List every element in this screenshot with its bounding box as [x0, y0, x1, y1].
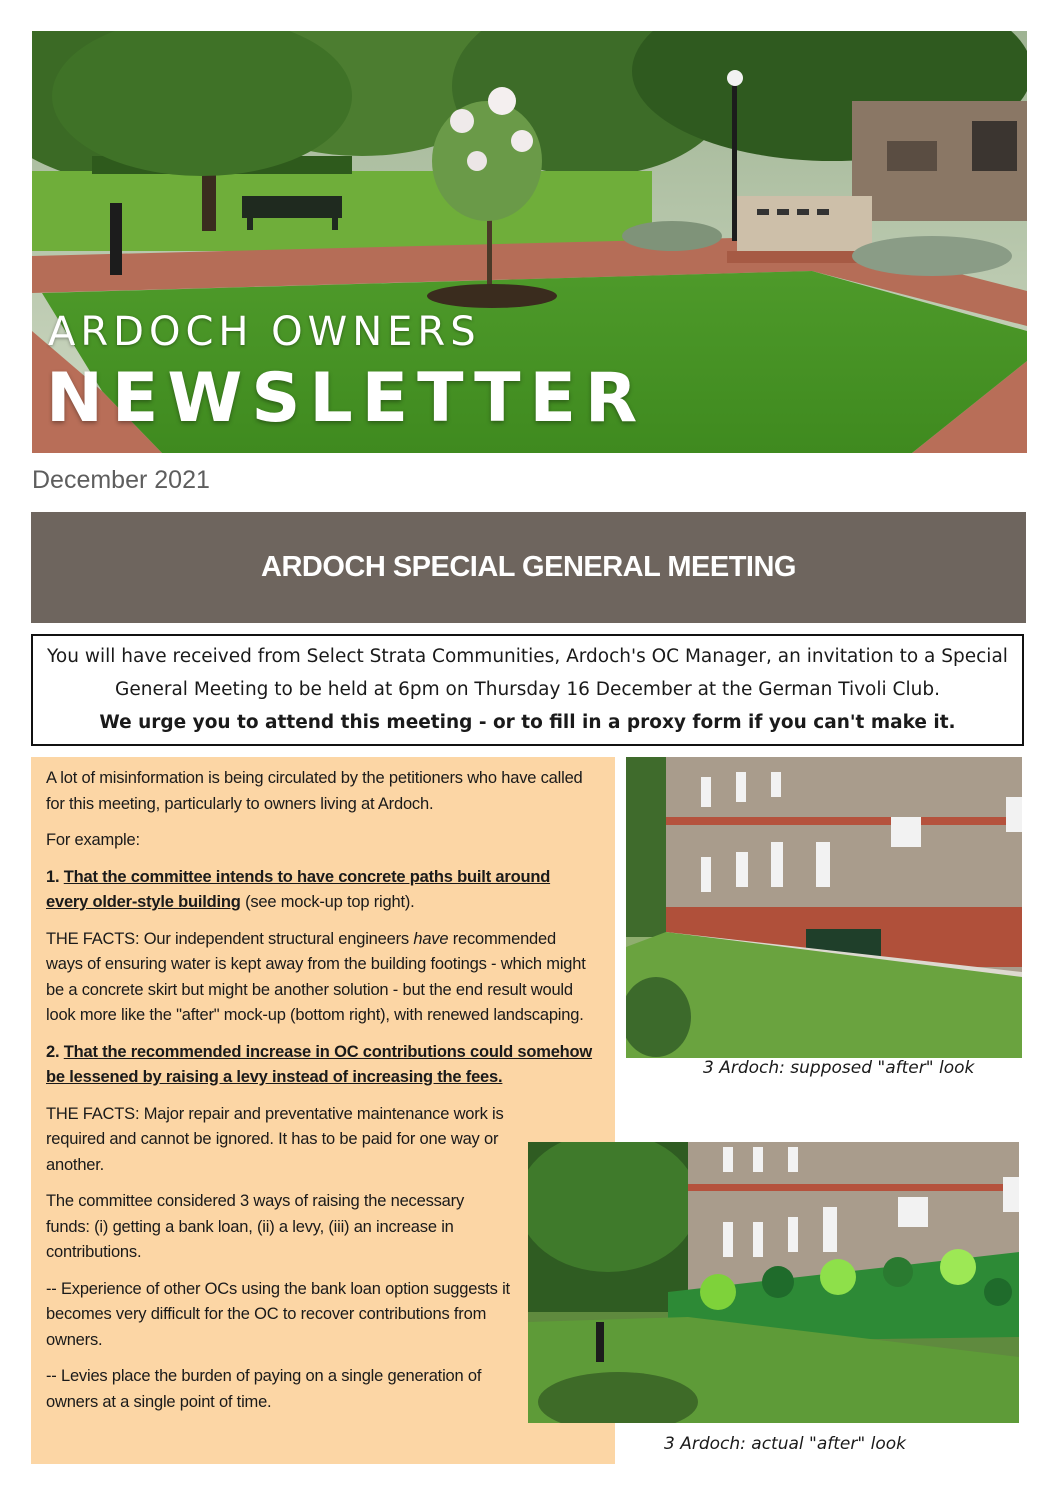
- article-for-example: For example:: [46, 831, 140, 849]
- section-banner: [31, 512, 1026, 623]
- claim-1-text: That the committee intends to have concrete paths built around every older-style building: [46, 867, 551, 911]
- article-column: [46, 766, 596, 1426]
- facts-1-rest: recommended ways of ensuring water is kept away from the building footings - which might be a concrete skirt but might be another solution - but the end result would look more like the "after" mock-up (bottom right), with renewed landscaping.: [46, 929, 586, 1024]
- newsletter-title-top: ARDOCH OWNERS: [48, 309, 481, 355]
- newsletter-title-main: NEWSLETTER: [46, 359, 647, 438]
- top-photo-caption: 3 Ardoch: supposed "after" look: [703, 1058, 975, 1078]
- supposed-after-photo: [626, 757, 1022, 1058]
- actual-after-photo: [528, 1142, 1019, 1423]
- claim-1-note: (see mock-up top right).: [240, 893, 415, 911]
- claim-2-text: That the recommended increase in OC contributions could somehow be lessened by raising a levy instead of increasing the fees.: [46, 1042, 593, 1086]
- facts-1-prefix: THE FACTS: Our independent structural engineers: [46, 929, 414, 948]
- meeting-urge-text: We urge you to attend this meeting - or to fill in a proxy form if you can't make it.: [99, 712, 956, 733]
- levies-note: -- Levies place the burden of paying on a single generation of owners at a single point of time.: [46, 1367, 482, 1411]
- facts-1: [46, 927, 596, 1029]
- section-heading: ARDOCH SPECIAL GENERAL MEETING: [261, 551, 796, 583]
- article-intro: A lot of misinformation is being circulated by the petitioners who have called for this meeting, particularly to owners living at Ardoch.: [46, 769, 583, 813]
- claim-1: [46, 865, 596, 916]
- facts-2: THE FACTS: Major repair and preventative maintenance work is required and cannot be ignored. It has to be paid for one way or another.: [46, 1104, 504, 1174]
- claim-1-number: 1.: [46, 867, 64, 886]
- facts-1-emphasis: have: [413, 929, 449, 948]
- meeting-notice-box: [31, 634, 1024, 746]
- issue-date: December 2021: [32, 466, 210, 494]
- header-image: [32, 31, 1027, 453]
- bottom-photo-caption: 3 Ardoch: actual "after" look: [664, 1434, 906, 1454]
- funding-options: The committee considered 3 ways of raising the necessary funds: (i) getting a bank loan, (ii) a levy, (iii) an increase in contributions.: [46, 1192, 465, 1261]
- bank-loan-note: -- Experience of other OCs using the bank loan option suggests it becomes very difficult for the OC to recover contributions from owners.: [46, 1279, 510, 1349]
- claim-2: [46, 1040, 596, 1091]
- claim-2-number: 2.: [46, 1042, 64, 1061]
- meeting-notice-text: You will have received from Select Strata Communities, Ardoch's OC Manager, an invitation to a Special General Meeting to be held at 6pm on Thursday 16 December at the German Tivoli Club.: [47, 646, 1008, 700]
